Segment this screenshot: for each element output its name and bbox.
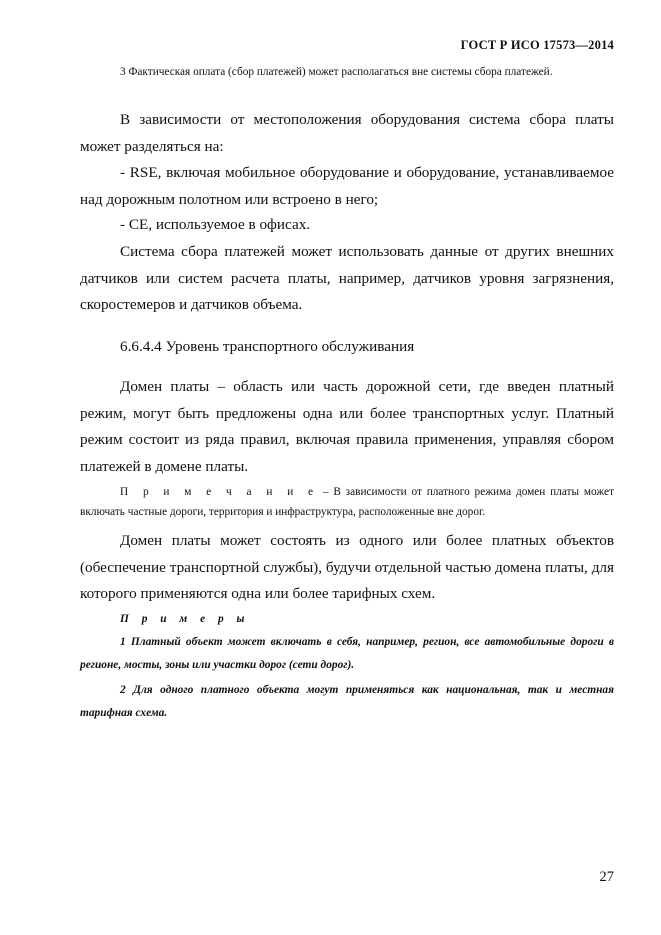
list-item-rse-text: - RSE, включая мобильное оборудование и оборудование, устанавливаемое над дорожным полотном или встроено в него;	[80, 164, 614, 208]
paragraph-1	[80, 107, 614, 160]
example-1: 1 Платный объект может включать в себя, например, регион, все автомобильные дороги в регионе, мосты, зоны или участки дорог (сети дорог).	[80, 636, 614, 671]
paragraph-2-text: Система сбора платежей может использовать данные от других внешних датчиков или систем расчета платы, например, датчиков уровня загрязнения, скоростемеров и датчиков объема.	[80, 243, 614, 313]
note-3-text: 3 Фактическая оплата (сбор платежей) может располагаться вне системы сбора платежей.	[120, 66, 553, 78]
examples-title: П р и м е р ы	[120, 613, 250, 625]
paragraph-3-text: Домен платы – область или часть дорожной сети, где введен платный режим, могут быть предложены одна или более транспортных услуг. Платный режим состоит из ряда правил, включая правила применения, управляя сбором платежей в домене платы.	[80, 378, 614, 475]
list-item-rse	[80, 160, 614, 213]
note-paragraph	[80, 482, 614, 522]
note	[80, 482, 614, 522]
example-2: 2 Для одного платного объекта могут применяться как национальная, так и местная тарифная схема.	[80, 684, 614, 719]
paragraph-2	[80, 239, 614, 319]
list-item-ce	[80, 212, 614, 239]
section-heading-text: 6.6.4.4 Уровень транспортного обслуживания	[120, 338, 415, 355]
page-number: 27	[599, 869, 614, 885]
paragraph-4	[80, 528, 614, 608]
note-3	[80, 62, 614, 82]
paragraph-3	[80, 374, 614, 480]
note-text: – В зависимости от платного режима домен платы может включать частные дороги, территория и инфраструктура, расположенные вне дорог.	[80, 486, 614, 518]
list-item-ce-text: - CE, используемое в офисах.	[120, 216, 311, 233]
examples	[80, 608, 614, 725]
paragraph-1-text: В зависимости от местоположения оборудования система сбора платы может разделяться на:	[80, 111, 614, 155]
note-label: П р и м е ч а н и е	[120, 486, 319, 498]
section-heading	[80, 334, 614, 360]
document-header: ГОСТ Р ИСО 17573—2014	[460, 38, 614, 52]
paragraph-4-text: Домен платы может состоять из одного или более платных объектов (обеспечение транспортной службы), будучи отдельной частью домена платы, для которого применяются одна или более тарифных схем.	[80, 532, 614, 602]
